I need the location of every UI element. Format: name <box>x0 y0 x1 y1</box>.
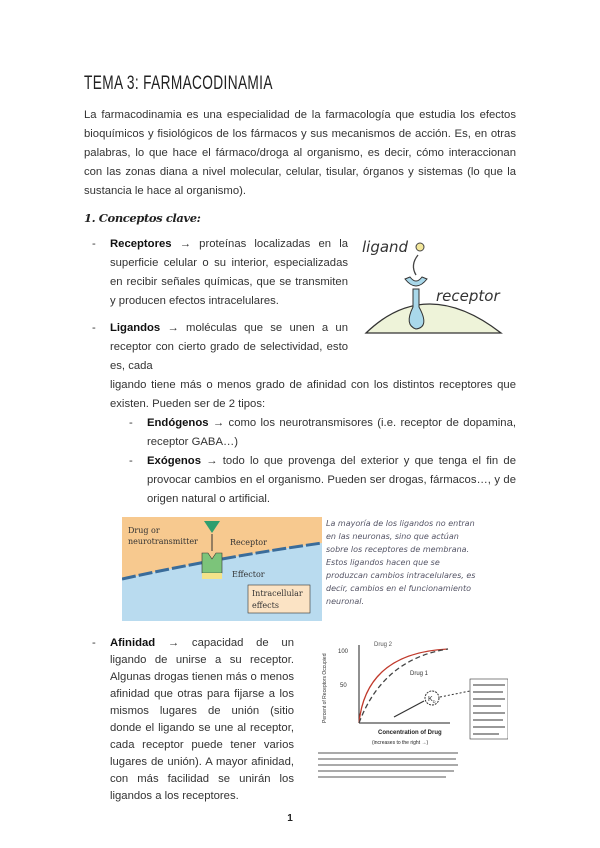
list-item-ligandos <box>92 319 348 376</box>
intro-paragraph: La farmacodinamia es una especialidad de la farmacología que estudia los efectos bioquímicos y fisiológicos de los fármacos y sus mecanismos de acción. Es, en otras palabras, lo que hace el fármaco/droga al organismo, es decir, cómo interaccionan con las zonas diana a nivel molecular, celular, tisular, órganos y sistemas (lo que la sustancia le hace al organismo). <box>84 109 516 197</box>
definitions-column <box>84 235 348 376</box>
ligandos-continuation: ligando tiene más o menos grado de afinidad con los distintos receptores que existen. Pueden ser de 2 tipos: <box>110 379 516 410</box>
kd-note-box <box>470 679 508 739</box>
ligand-icon <box>416 243 424 251</box>
affinity-row <box>84 635 516 805</box>
intracellular-label: Intracellular <box>252 589 303 598</box>
definition: → moléculas que se unen a un receptor con cierto grado de selectividad, esto es, cada <box>110 322 348 372</box>
page-content <box>84 0 516 836</box>
receptor-label: receptor <box>436 287 500 305</box>
ligand-receptor-figure <box>356 235 516 335</box>
drug1-label: Drug 1 <box>410 671 429 677</box>
drug-label: Drug or <box>128 526 160 535</box>
term: Exógenos <box>147 455 201 467</box>
membrane-receptor-figure <box>122 517 322 621</box>
list-item-endogenos <box>84 414 516 452</box>
kd-text: K <box>428 696 433 703</box>
bullet-dash: - <box>92 637 96 649</box>
intracellular-label-2: effects <box>252 601 279 610</box>
term: Receptores <box>110 238 172 250</box>
section-heading: 1. Conceptos clave: <box>84 211 201 225</box>
list-item-exogenos <box>84 452 516 509</box>
term: Ligandos <box>110 322 161 334</box>
page-number: 1 <box>287 813 293 824</box>
list-item-afinidad <box>84 635 294 805</box>
effector-icon <box>202 573 222 579</box>
figure-caption: La mayoría de los ligandos no entran en las neuronas, sino que actúan sobre los receptores de membrana. Estos ligandos hacen que se produzcan cambios intracelulares, es decir, cambios en el funcionamiento neuronal. <box>326 519 476 606</box>
definitions-row <box>84 235 516 376</box>
x-axis-sublabel: (increases to the right →) <box>372 740 429 746</box>
membrane-figure-row <box>122 517 516 621</box>
kd-pointer <box>440 691 470 697</box>
cell-membrane <box>366 304 501 333</box>
arrow-icon <box>413 255 418 275</box>
affinity-graph <box>308 639 508 789</box>
bullet-dash: - <box>92 322 96 334</box>
definition: → capacidad de un ligando de unirse a su receptor. Algunas drogas tienen más o menos afinidad que otras para fijarse a los mismos lugares de unión (sitio donde el ligando se une al receptor, cada receptor puede tener varios lugares de unión). A mayor afinidad, con más facilidad se unirán los ligandos a los receptores. <box>110 637 294 802</box>
x-axis-label: Concentration of Drug <box>378 730 442 736</box>
definition: → proteínas localizadas en la superficie celular o su interior, especializadas en recibir señales químicas, que se transmiten y producen efectos intracelulares. <box>110 238 348 307</box>
y-tick-50: 50 <box>340 683 347 689</box>
definition: → todo lo que provenga del exterior y que tenga el fin de provocar cambios en el organismo. Pueden ser drogas, fármacos…, y de origen natural o artificial. <box>147 455 516 505</box>
bullet-dash: - <box>129 417 133 429</box>
kd-subscript: D <box>432 699 436 704</box>
drug-label-2: neurotransmitter <box>128 537 198 546</box>
graph-caption <box>318 752 458 778</box>
receptor-icon <box>405 277 427 286</box>
page-title: TEMA 3: FARMACODINAMIA <box>84 73 273 94</box>
bullet-dash: - <box>92 238 96 250</box>
kd-arrow <box>394 701 424 717</box>
bullet-dash: - <box>129 455 133 467</box>
term: Afinidad <box>110 637 156 649</box>
list-item-receptores <box>92 235 348 311</box>
y-axis-label: Percent of Receptors Occupied <box>322 653 328 723</box>
y-tick-100: 100 <box>338 649 349 655</box>
ligand-label: ligand <box>362 238 409 256</box>
effector-label: Effector <box>232 570 265 579</box>
drug2-label: Drug 2 <box>374 642 393 648</box>
term: Endógenos <box>147 417 209 429</box>
definition: → como los neurotransmisores (i.e. receptor de dopamina, receptor GABA…) <box>147 417 516 448</box>
receptor-label: Receptor <box>230 538 267 547</box>
